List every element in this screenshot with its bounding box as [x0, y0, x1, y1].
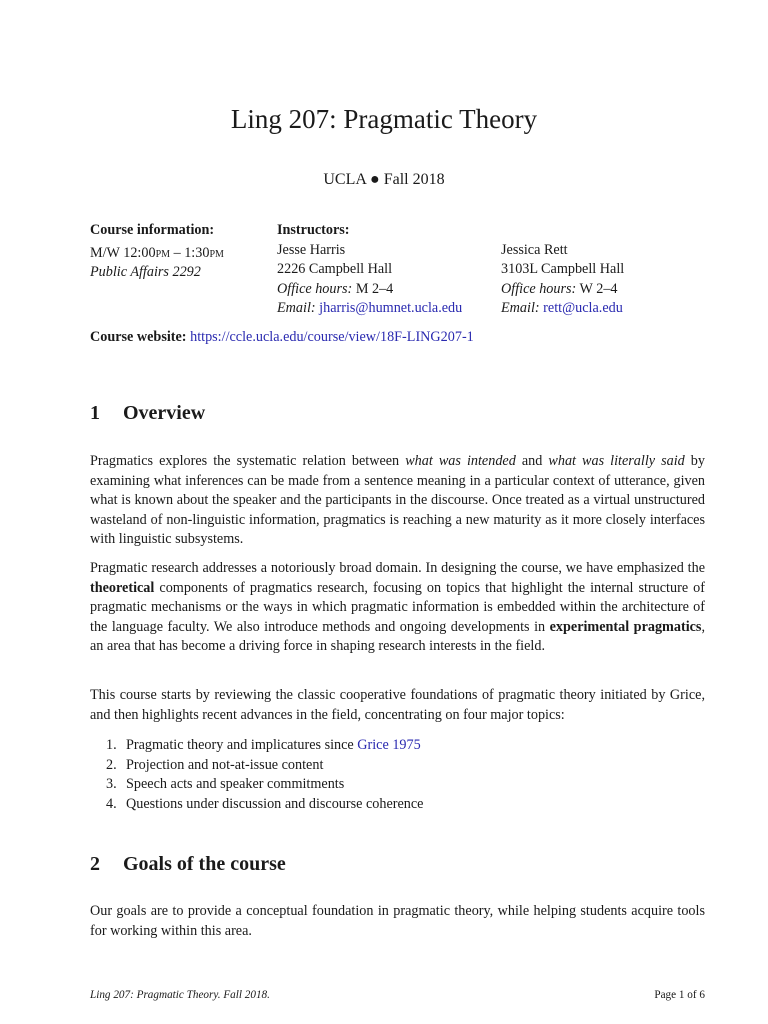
grice-citation-link[interactable]: Grice 1975	[357, 737, 421, 753]
footer-left: Ling 207: Pragmatic Theory. Fall 2018.	[90, 989, 270, 1001]
course-website-label: Course website:	[90, 329, 187, 345]
course-info-block	[90, 221, 224, 283]
instructor-hours: Office hours: M 2–4	[277, 280, 394, 297]
overview-paragraph-2: Pragmatic research addresses a notoriously broad domain. In designing the course, we have emphasized the theoretical components of pragmatics research, focusing on topics that highlight the internal structure of pragmatic mechanisms or the ways in which pragmatic information is embedded within the architecture of the language faculty. We also introduce methods and ongoing developments in experimental pragmatics, an area that has become a driving force in shaping research interests in the field.	[90, 560, 706, 655]
list-item: 1. Pragmatic theory and implicatures since Grice 1975	[106, 737, 421, 753]
course-website-row	[90, 328, 474, 348]
instructors-heading: Instructors:	[277, 222, 350, 238]
footer-page-number: Page 1 of 6	[654, 989, 705, 1001]
instructor-email-row: Email: jharris@humnet.ucla.edu	[277, 300, 463, 316]
instructor-office: 2226 Campbell Hall	[277, 261, 393, 277]
instructor-name: Jesse Harris	[277, 241, 346, 258]
instructor-email-link[interactable]: rett@ucla.edu	[543, 300, 623, 316]
overview-paragraph-3: This course starts by reviewing the classic cooperative foundations of pragmatic theory initiated by Grice, and then highlights recent advances in the field, concentrating on four major topics:	[90, 687, 705, 723]
course-info-heading: Course information:	[90, 222, 215, 238]
instructor-name: Jessica Rett	[501, 241, 568, 258]
list-item: 2. Projection and not-at-issue content	[106, 756, 324, 773]
list-item: 4. Questions under discussion and discourse coherence	[106, 795, 424, 812]
course-time: M/W 12:00pm – 1:30pm	[90, 244, 224, 261]
overview-paragraph-1: Pragmatics explores the systematic relation between what was intended and what was literally said by examining what inferences can be made from a sentence meaning in a particular context of utterance, given what is known about the speaker and the participants in the discourse. Once treated as a virtual unstructured wasteland of non-linguistic information, pragmatics is reaching a new maturity as it more closely interfaces with linguistic subsystems.	[90, 453, 705, 548]
instructor-email-link[interactable]: jharris@humnet.ucla.edu	[319, 300, 463, 316]
instructors-block	[277, 221, 462, 319]
page-title: Ling 207: Pragmatic Theory	[230, 104, 538, 134]
instructor-email-row: Email: rett@ucla.edu	[501, 300, 623, 316]
section-heading-overview: 1 Overview	[90, 402, 206, 424]
section-heading-goals: 2 Goals of the course	[90, 853, 286, 875]
list-item: 3. Speech acts and speaker commitments	[106, 776, 345, 793]
course-location: Public Affairs 2292	[90, 264, 201, 280]
instructor-hours: Office hours: W 2–4	[501, 280, 618, 297]
topics-list	[106, 736, 706, 814]
instructor-2-block	[501, 241, 624, 319]
page-subtitle: UCLA ● Fall 2018	[323, 171, 445, 188]
goals-paragraph-1: Our goals are to provide a conceptual foundation in pragmatic theory, while helping students acquire tools for working within this area.	[90, 903, 705, 939]
instructor-office: 3103L Campbell Hall	[501, 261, 625, 277]
course-website-link[interactable]: https://ccle.ucla.edu/course/view/18F-LING207-1	[190, 329, 474, 345]
